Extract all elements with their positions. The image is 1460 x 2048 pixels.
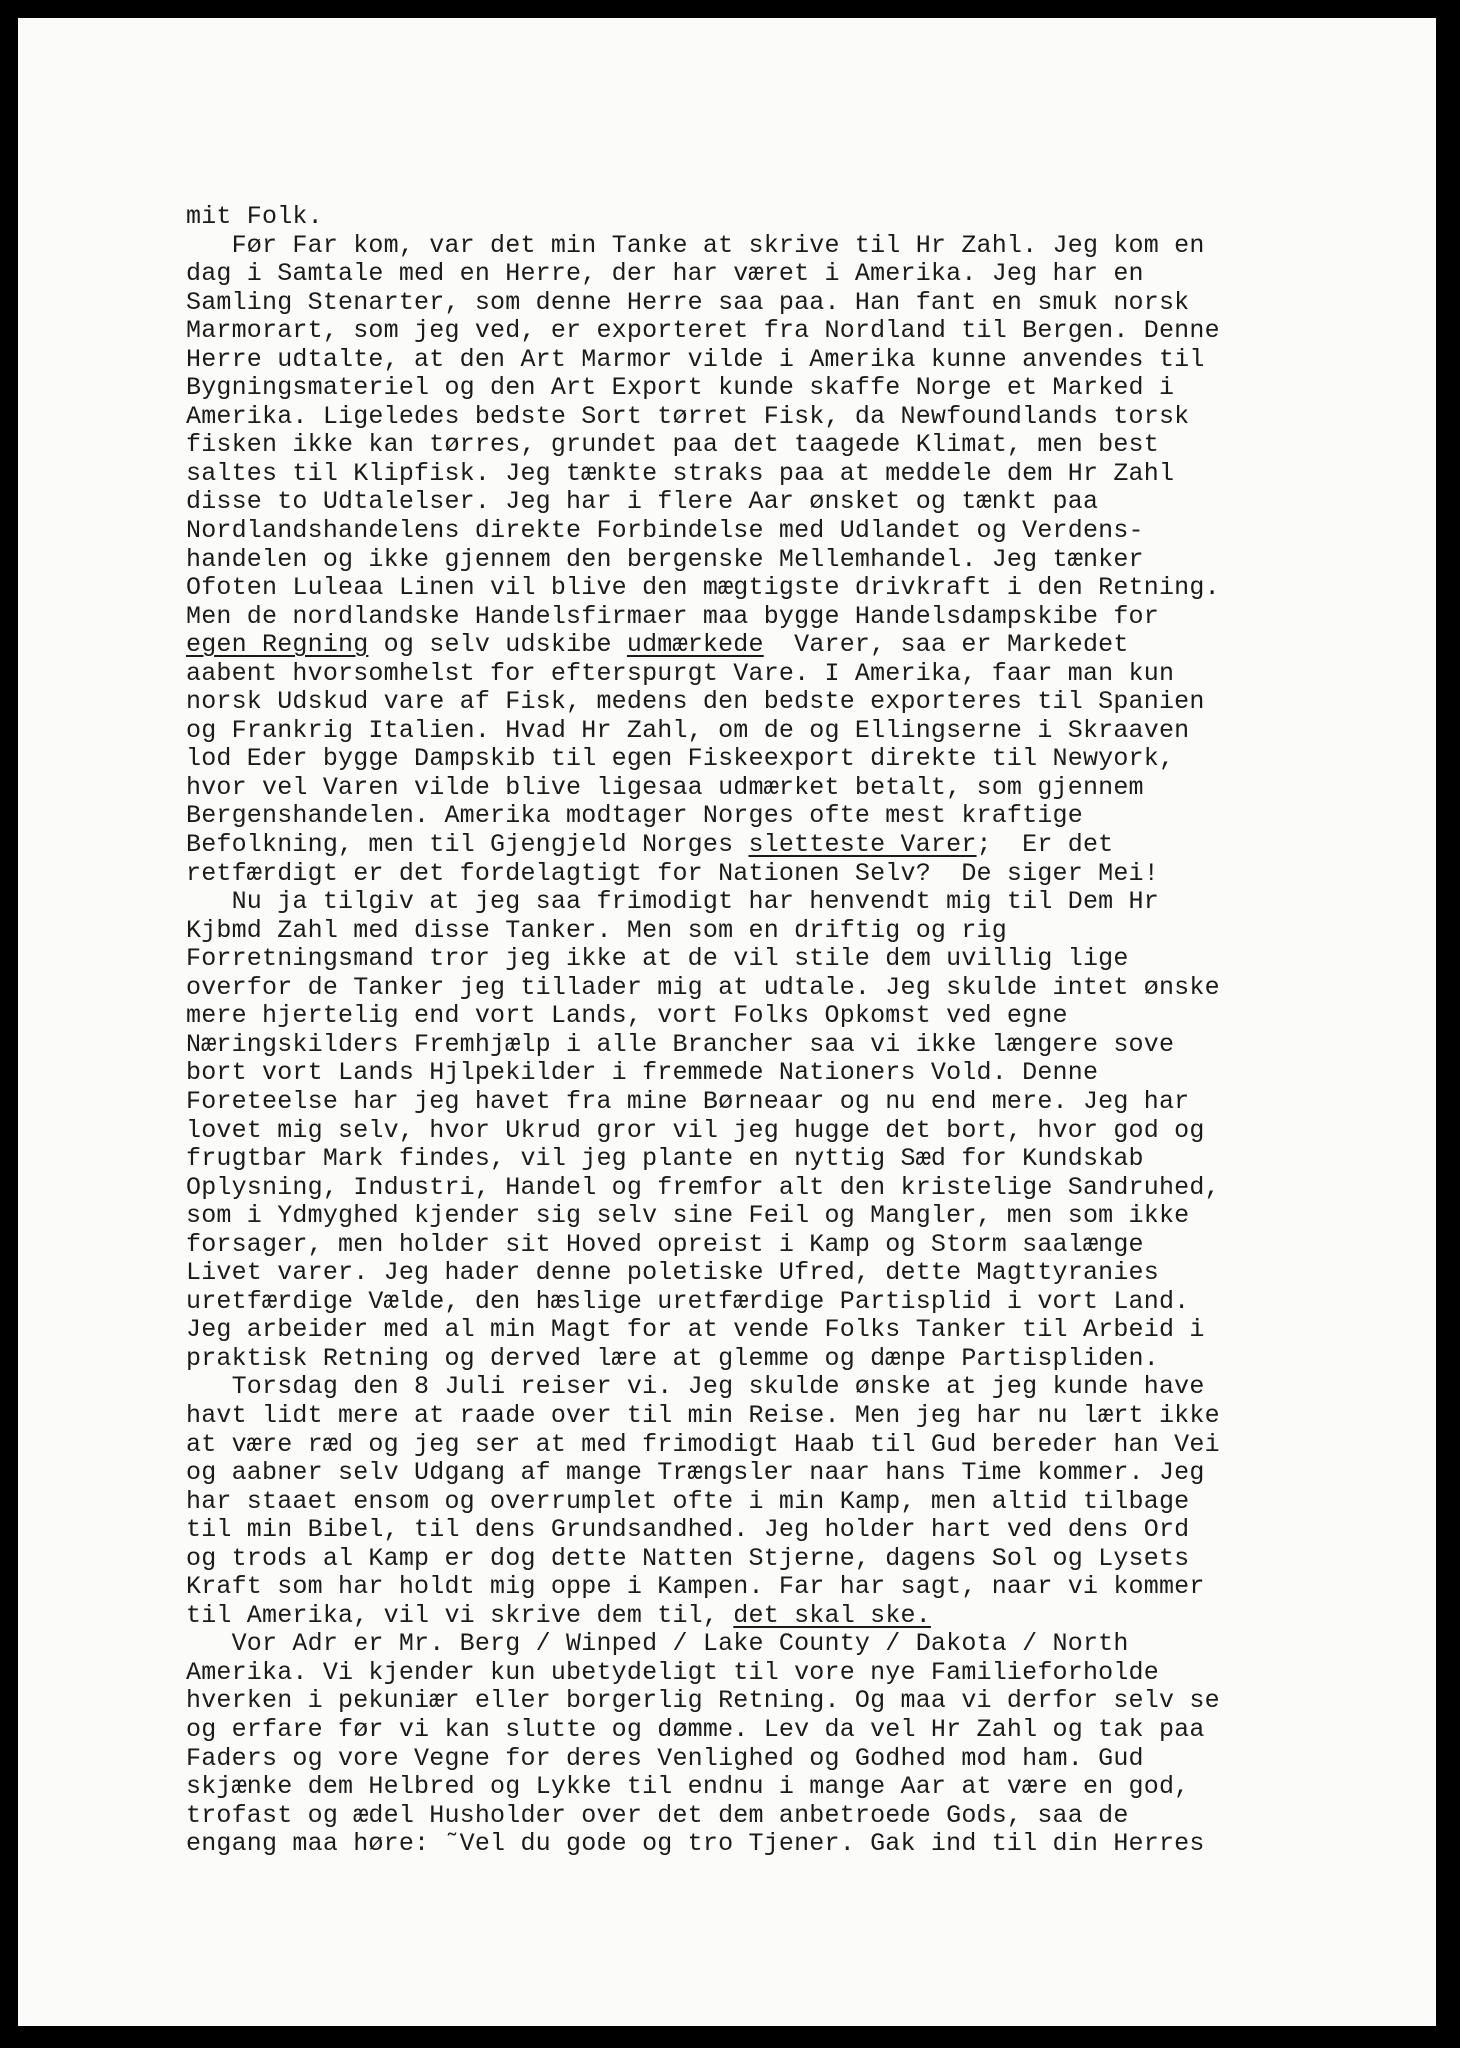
underlined-text: egen Regning (186, 630, 369, 660)
text-line: disse to Udtalelser. Jeg har i flere Aar ønsket og tænkt paa (186, 487, 1099, 517)
text-line: dag i Samtale med en Herre, der har været i Amerika. Jeg har en (186, 259, 1144, 289)
text-line: Forretningsmand tror jeg ikke at de vil stile dem uvillig lige (186, 944, 1129, 974)
text-line: havt lidt mere at raade over til min Reise. Men jeg har nu lært ikke (186, 1400, 1220, 1430)
text-line: Ofoten Luleaa Linen vil blive den mægtigste drivkraft i den Retning. (186, 573, 1220, 603)
text-line: aabent hvorsomhelst for efterspurgt Vare. I Amerika, faar man kun (186, 658, 1175, 688)
text-line: Men de nordlandske Handelsfirmaer maa bygge Handelsdampskibe for (186, 601, 1159, 631)
text-segment: til Amerika, vil vi skrive dem til, (186, 1600, 734, 1630)
text-line: trofast og ædel Husholder over det dem anbetroede Gods, saa de (186, 1800, 1129, 1830)
text-line: Marmorart, som jeg ved, er exporteret fra Nordland til Bergen. Denne (186, 316, 1220, 346)
text-line: Amerika. Vi kjender kun ubetydeligt til vore nye Familieforholde (186, 1657, 1159, 1687)
text-segment: ; Er det (976, 830, 1114, 860)
text-line: Næringskilders Fremhjælp i alle Brancher saa vi ikke længere sove (186, 1029, 1175, 1059)
text-line: Faders og vore Vegne for deres Venlighed og Godhed mod ham. Gud (186, 1743, 1144, 1773)
underlined-text: udmærkede (626, 630, 764, 660)
text-line: engang maa høre: ˜Vel du gode og tro Tjener. Gak ind til din Herres (186, 1829, 1205, 1859)
text-line: praktisk Retning og derved lære at glemme og dænpe Partispliden. (186, 1343, 1159, 1373)
text-line (186, 1602, 1431, 1631)
text-line: hvor vel Varen vilde blive ligesaa udmærket betalt, som gjennem (186, 772, 1144, 802)
text-line: handelen og ikke gjennem den bergenske Mellemhandel. Jeg tænker (186, 544, 1144, 574)
text-line (186, 631, 1431, 660)
document-page (18, 18, 1436, 2026)
text-line: frugtbar Mark findes, vil jeg plante en nyttig Sæd for Kundskab (186, 1144, 1144, 1174)
text-line: Nordlandshandelens direkte Forbindelse med Udlandet og Verdens- (186, 516, 1144, 546)
text-line: Kraft som har holdt mig oppe i Kampen. Far har sagt, naar vi kommer (186, 1572, 1205, 1602)
text-line: Bergenshandelen. Amerika modtager Norges ofte mest kraftige (186, 801, 1083, 831)
text-line: forsager, men holder sit Hoved opreist i Kamp og Storm saalænge (186, 1229, 1144, 1259)
text-line: Før Far kom, var det min Tanke at skrive til Hr Zahl. Jeg kom en (186, 230, 1205, 260)
text-line: Herre udtalte, at den Art Marmor vilde i Amerika kunne anvendes til (186, 344, 1205, 374)
text-line: overfor de Tanker jeg tillader mig at udtale. Jeg skulde intet ønske (186, 972, 1220, 1002)
text-line: Jeg arbeider med al min Magt for at vende Folks Tanker til Arbeid i (186, 1315, 1205, 1345)
text-line: mit Folk. (186, 202, 323, 231)
text-line: Samling Stenarter, som denne Herre saa paa. Han fant en smuk norsk (186, 287, 1190, 317)
letter-text (186, 203, 1431, 1859)
text-line: at være ræd og jeg ser at med frimodigt Haab til Gud bereder han Vei (186, 1429, 1220, 1459)
text-line: fisken ikke kan tørres, grundet paa det taagede Klimat, men best (186, 430, 1159, 460)
text-line: Nu ja tilgiv at jeg saa frimodigt har henvendt mig til Dem Hr (186, 887, 1159, 917)
text-line: lovet mig selv, hvor Ukrud gror vil jeg hugge det bort, hvor god og (186, 1115, 1205, 1145)
text-line: bort vort Lands Hjlpekilder i fremmede Nationers Vold. Denne (186, 1058, 1099, 1088)
text-line: Amerika. Ligeledes bedste Sort tørret Fisk, da Newfoundlands torsk (186, 401, 1190, 431)
text-segment: og selv udskibe (368, 630, 627, 660)
text-line: hverken i pekuniær eller borgerlig Retning. Og maa vi derfor selv se (186, 1686, 1220, 1716)
text-line: saltes til Klipfisk. Jeg tænkte straks paa at meddele dem Hr Zahl (186, 458, 1175, 488)
text-line: har staaet ensom og overrumplet ofte i min Kamp, men altid tilbage (186, 1486, 1190, 1516)
text-line (186, 831, 1431, 860)
text-line: og aabner selv Udgang af mange Trængsler naar hans Time kommer. Jeg (186, 1458, 1205, 1488)
text-line: skjænke dem Helbred og Lykke til endnu i mange Aar at være en god, (186, 1772, 1190, 1802)
text-line: Vor Adr er Mr. Berg / Winped / Lake County / Dakota / North (186, 1629, 1129, 1659)
text-line: til min Bibel, til dens Grundsandhed. Jeg holder hart ved dens Ord (186, 1515, 1190, 1545)
text-line: lod Eder bygge Dampskib til egen Fiskeexport direkte til Newyork, (186, 744, 1175, 774)
text-line: og trods al Kamp er dog dette Natten Stjerne, dagens Sol og Lysets (186, 1543, 1190, 1573)
text-line: mere hjertelig end vort Lands, vort Folks Opkomst ved egne (186, 1001, 1068, 1031)
text-line: og Frankrig Italien. Hvad Hr Zahl, om de og Ellingserne i Skraaven (186, 715, 1190, 745)
text-line: uretfærdige Vælde, den hæslige uretfærdige Partisplid i vort Land. (186, 1286, 1190, 1316)
text-line: Torsdag den 8 Juli reiser vi. Jeg skulde ønske at jeg kunde have (186, 1372, 1205, 1402)
text-segment: Varer, saa er Markedet (763, 630, 1129, 660)
text-line: Oplysning, Industri, Handel og fremfor alt den kristelige Sandruhed, (186, 1172, 1220, 1202)
text-line: som i Ydmyghed kjender sig selv sine Feil og Mangler, men som ikke (186, 1201, 1190, 1231)
text-line: norsk Udskud vare af Fisk, medens den bedste exporteres til Spanien (186, 687, 1205, 717)
text-line: retfærdigt er det fordelagtigt for Nationen Selv? De siger Mei! (186, 858, 1159, 888)
text-line: Foreteelse har jeg havet fra mine Børneaar og nu end mere. Jeg har (186, 1086, 1190, 1116)
underlined-text: det skal ske. (733, 1600, 931, 1630)
text-segment: Befolkning, men til Gjengjeld Norges (186, 830, 749, 860)
text-line: Livet varer. Jeg hader denne poletiske Ufred, dette Magttyranies (186, 1258, 1159, 1288)
text-line: og erfare før vi kan slutte og dømme. Lev da vel Hr Zahl og tak paa (186, 1714, 1205, 1744)
text-line: Kjbmd Zahl med disse Tanker. Men som en driftig og rig (186, 915, 1007, 945)
underlined-text: sletteste Varer (748, 830, 977, 860)
text-line: Bygningsmateriel og den Art Export kunde skaffe Norge et Marked i (186, 373, 1175, 403)
